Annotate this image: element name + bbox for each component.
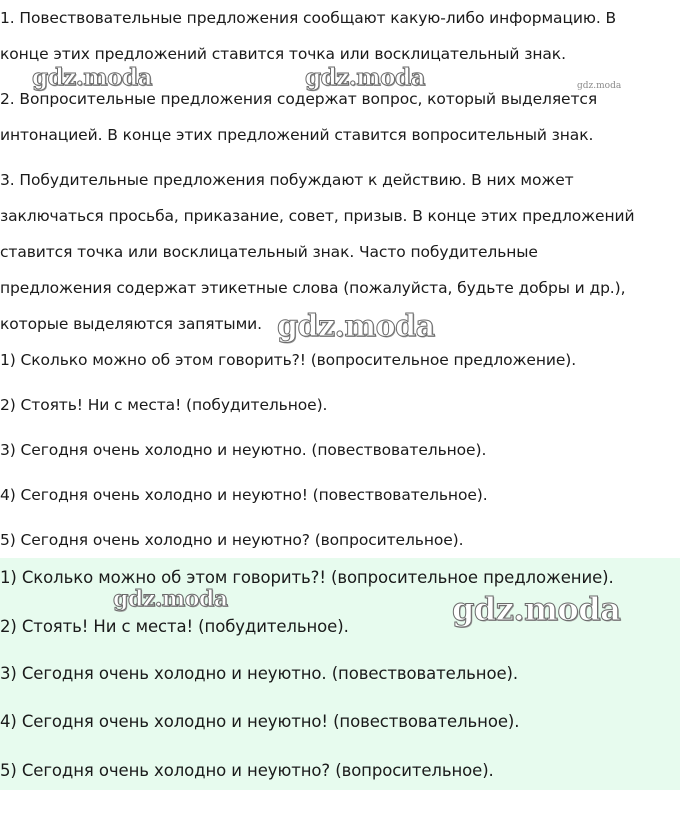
- watermark-logo: gdz.moda: [452, 590, 621, 628]
- highlighted-answer-line-4: 4) Сегодня очень холодно и неуютно! (повествовательное).: [0, 712, 520, 731]
- explanation-line-9: которые выделяются запятыми.: [0, 315, 262, 333]
- highlighted-answer-line-5: 5) Сегодня очень холодно и неуютно? (вопросительное).: [0, 761, 494, 780]
- highlighted-answer-line-3: 3) Сегодня очень холодно и неуютно. (повествовательное).: [0, 664, 519, 683]
- answer-line-3: 3) Сегодня очень холодно и неуютно. (повествовательное).: [0, 441, 487, 459]
- explanation-line-5: 3. Побудительные предложения побуждают к действию. В них может: [0, 171, 574, 189]
- explanation-line-1: 1. Повествовательные предложения сообщают какую-либо информацию. В: [0, 9, 617, 27]
- explanation-line-6: заключаться просьба, приказание, совет, призыв. В конце этих предложений: [0, 207, 635, 225]
- explanation-line-7: ставится точка или восклицательный знак. Часто побудительные: [0, 243, 538, 261]
- highlighted-answer-line-2: 2) Стоять! Ни с места! (побудительное).: [0, 617, 349, 636]
- watermark-logo: gdz.moda: [277, 309, 435, 344]
- watermark-logo: gdz.moda: [32, 64, 152, 91]
- explanation-line-8: предложения содержат этикетные слова (пожалуйста, будьте добры и др.),: [0, 279, 626, 297]
- answer-line-5: 5) Сегодня очень холодно и неуютно? (вопросительное).: [0, 531, 464, 549]
- watermark-logo: gdz.moda: [577, 81, 622, 91]
- highlighted-answer-line-1: 1) Сколько можно об этом говорить?! (вопросительное предложение).: [0, 568, 614, 587]
- watermark-logo: gdz.moda: [113, 586, 228, 612]
- answer-line-2: 2) Стоять! Ни с места! (побудительное).: [0, 396, 328, 414]
- explanation-line-4: интонацией. В конце этих предложений ставится вопросительный знак.: [0, 126, 594, 144]
- explanation-line-2: конце этих предложений ставится точка или восклицательный знак.: [0, 45, 566, 63]
- answer-line-4: 4) Сегодня очень холодно и неуютно! (повествовательное).: [0, 486, 488, 504]
- answer-line-1: 1) Сколько можно об этом говорить?! (вопросительное предложение).: [0, 351, 577, 369]
- explanation-line-3: 2. Вопросительные предложения содержат вопрос, который выделяется: [0, 90, 598, 108]
- watermark-logo: gdz.moda: [305, 64, 425, 91]
